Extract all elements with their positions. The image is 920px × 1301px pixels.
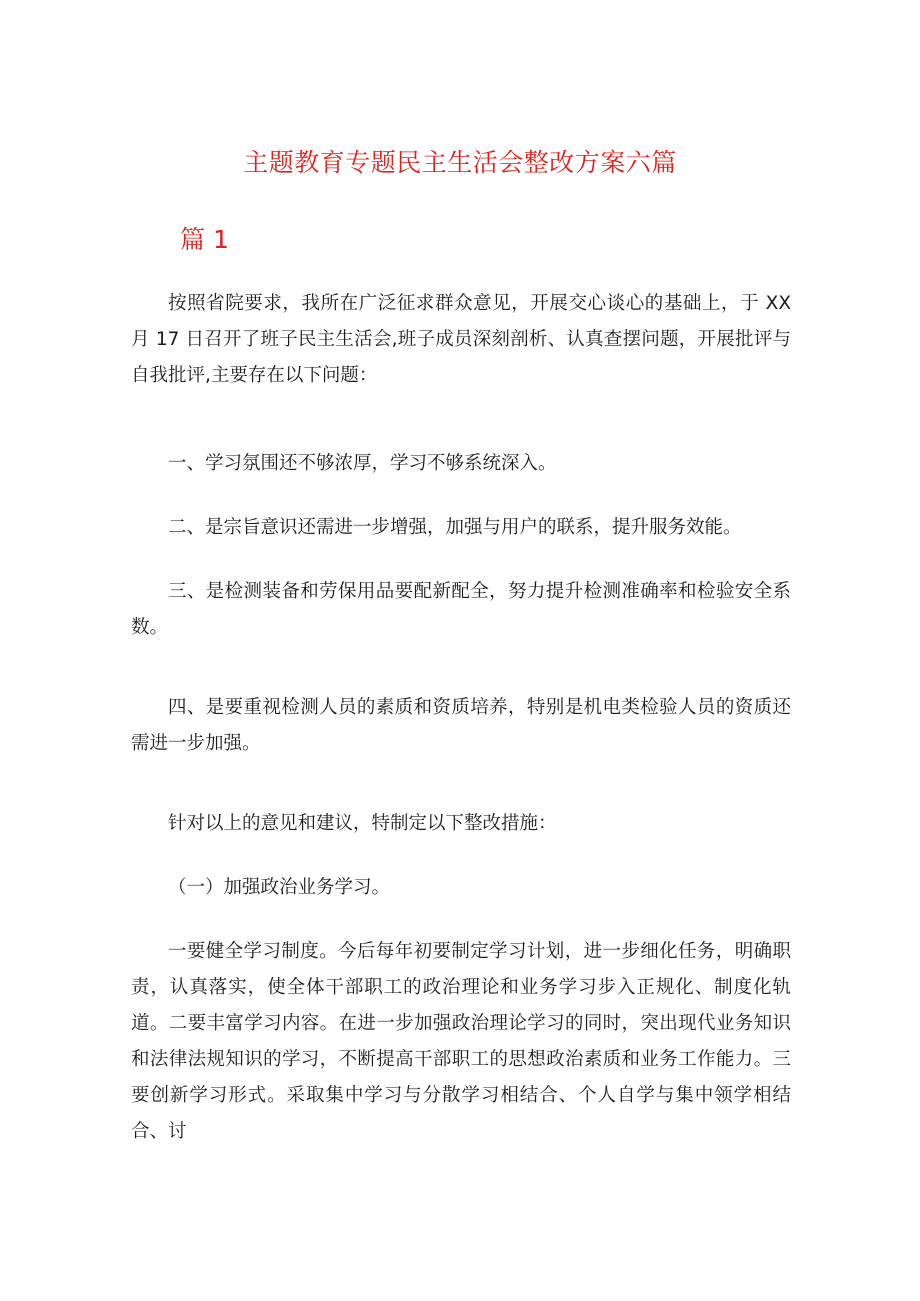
paragraph-issue-3-block bbox=[131, 574, 791, 646]
document-title: 主题教育专题民主生活会整改方案六篇 bbox=[243, 148, 677, 177]
paragraph-issue-3: 三、是检测装备和劳保用品要配新配全，努力提升检测准确率和检验安全系数。 bbox=[131, 581, 791, 638]
paragraph-issue-1: 一、学习氛围还不够浓厚，学习不够系统深入。 bbox=[168, 453, 557, 474]
paragraph-intro: 按照省院要求，我所在广泛征求群众意见，开展交心谈心的基础上，于 XX 月 17 日召开了班子民主生活会,班子成员深刻剖析、认真查摆问题，开展批评与自我批评,主要存在以下问题： bbox=[131, 293, 791, 386]
paragraph-measure-1-detail-block bbox=[131, 934, 791, 1150]
paragraph-measure-1-heading-block bbox=[131, 870, 791, 906]
paragraph-issue-2-block bbox=[131, 510, 791, 546]
paragraph-intro-block bbox=[131, 286, 791, 394]
paragraph-measure-1-detail: 一要健全学习制度。今后每年初要制定学习计划，进一步细化任务，明确职责，认真落实，使全体干部职工的政治理论和业务学习步入正规化、制度化轨道。二要丰富学习内容。在进一步加强政治理论学习的同时，突出现代业务知识和法律法规知识的学习，不断提高干部职工的思想政治素质和业务工作能力。三要创新学习形式。采取集中学习与分散学习相结合、个人自学与集中领学相结合、讨 bbox=[131, 941, 791, 1142]
paragraph-measures-intro-block bbox=[131, 806, 791, 842]
paragraph-issue-4-block bbox=[131, 690, 791, 762]
paragraph-issue-2: 二、是宗旨意识还需进一步增强，加强与用户的联系，提升服务效能。 bbox=[168, 517, 742, 538]
section-heading: 篇 1 bbox=[180, 225, 229, 254]
paragraph-measure-1-heading: （一）加强政治业务学习。 bbox=[168, 877, 391, 898]
paragraph-issue-1-block bbox=[131, 446, 791, 482]
paragraph-issue-4: 四、是要重视检测人员的素质和资质培养，特别是机电类检验人员的资质还需进一步加强。 bbox=[131, 697, 791, 754]
paragraph-measures-intro: 针对以上的意见和建议，特制定以下整改措施： bbox=[168, 813, 557, 834]
